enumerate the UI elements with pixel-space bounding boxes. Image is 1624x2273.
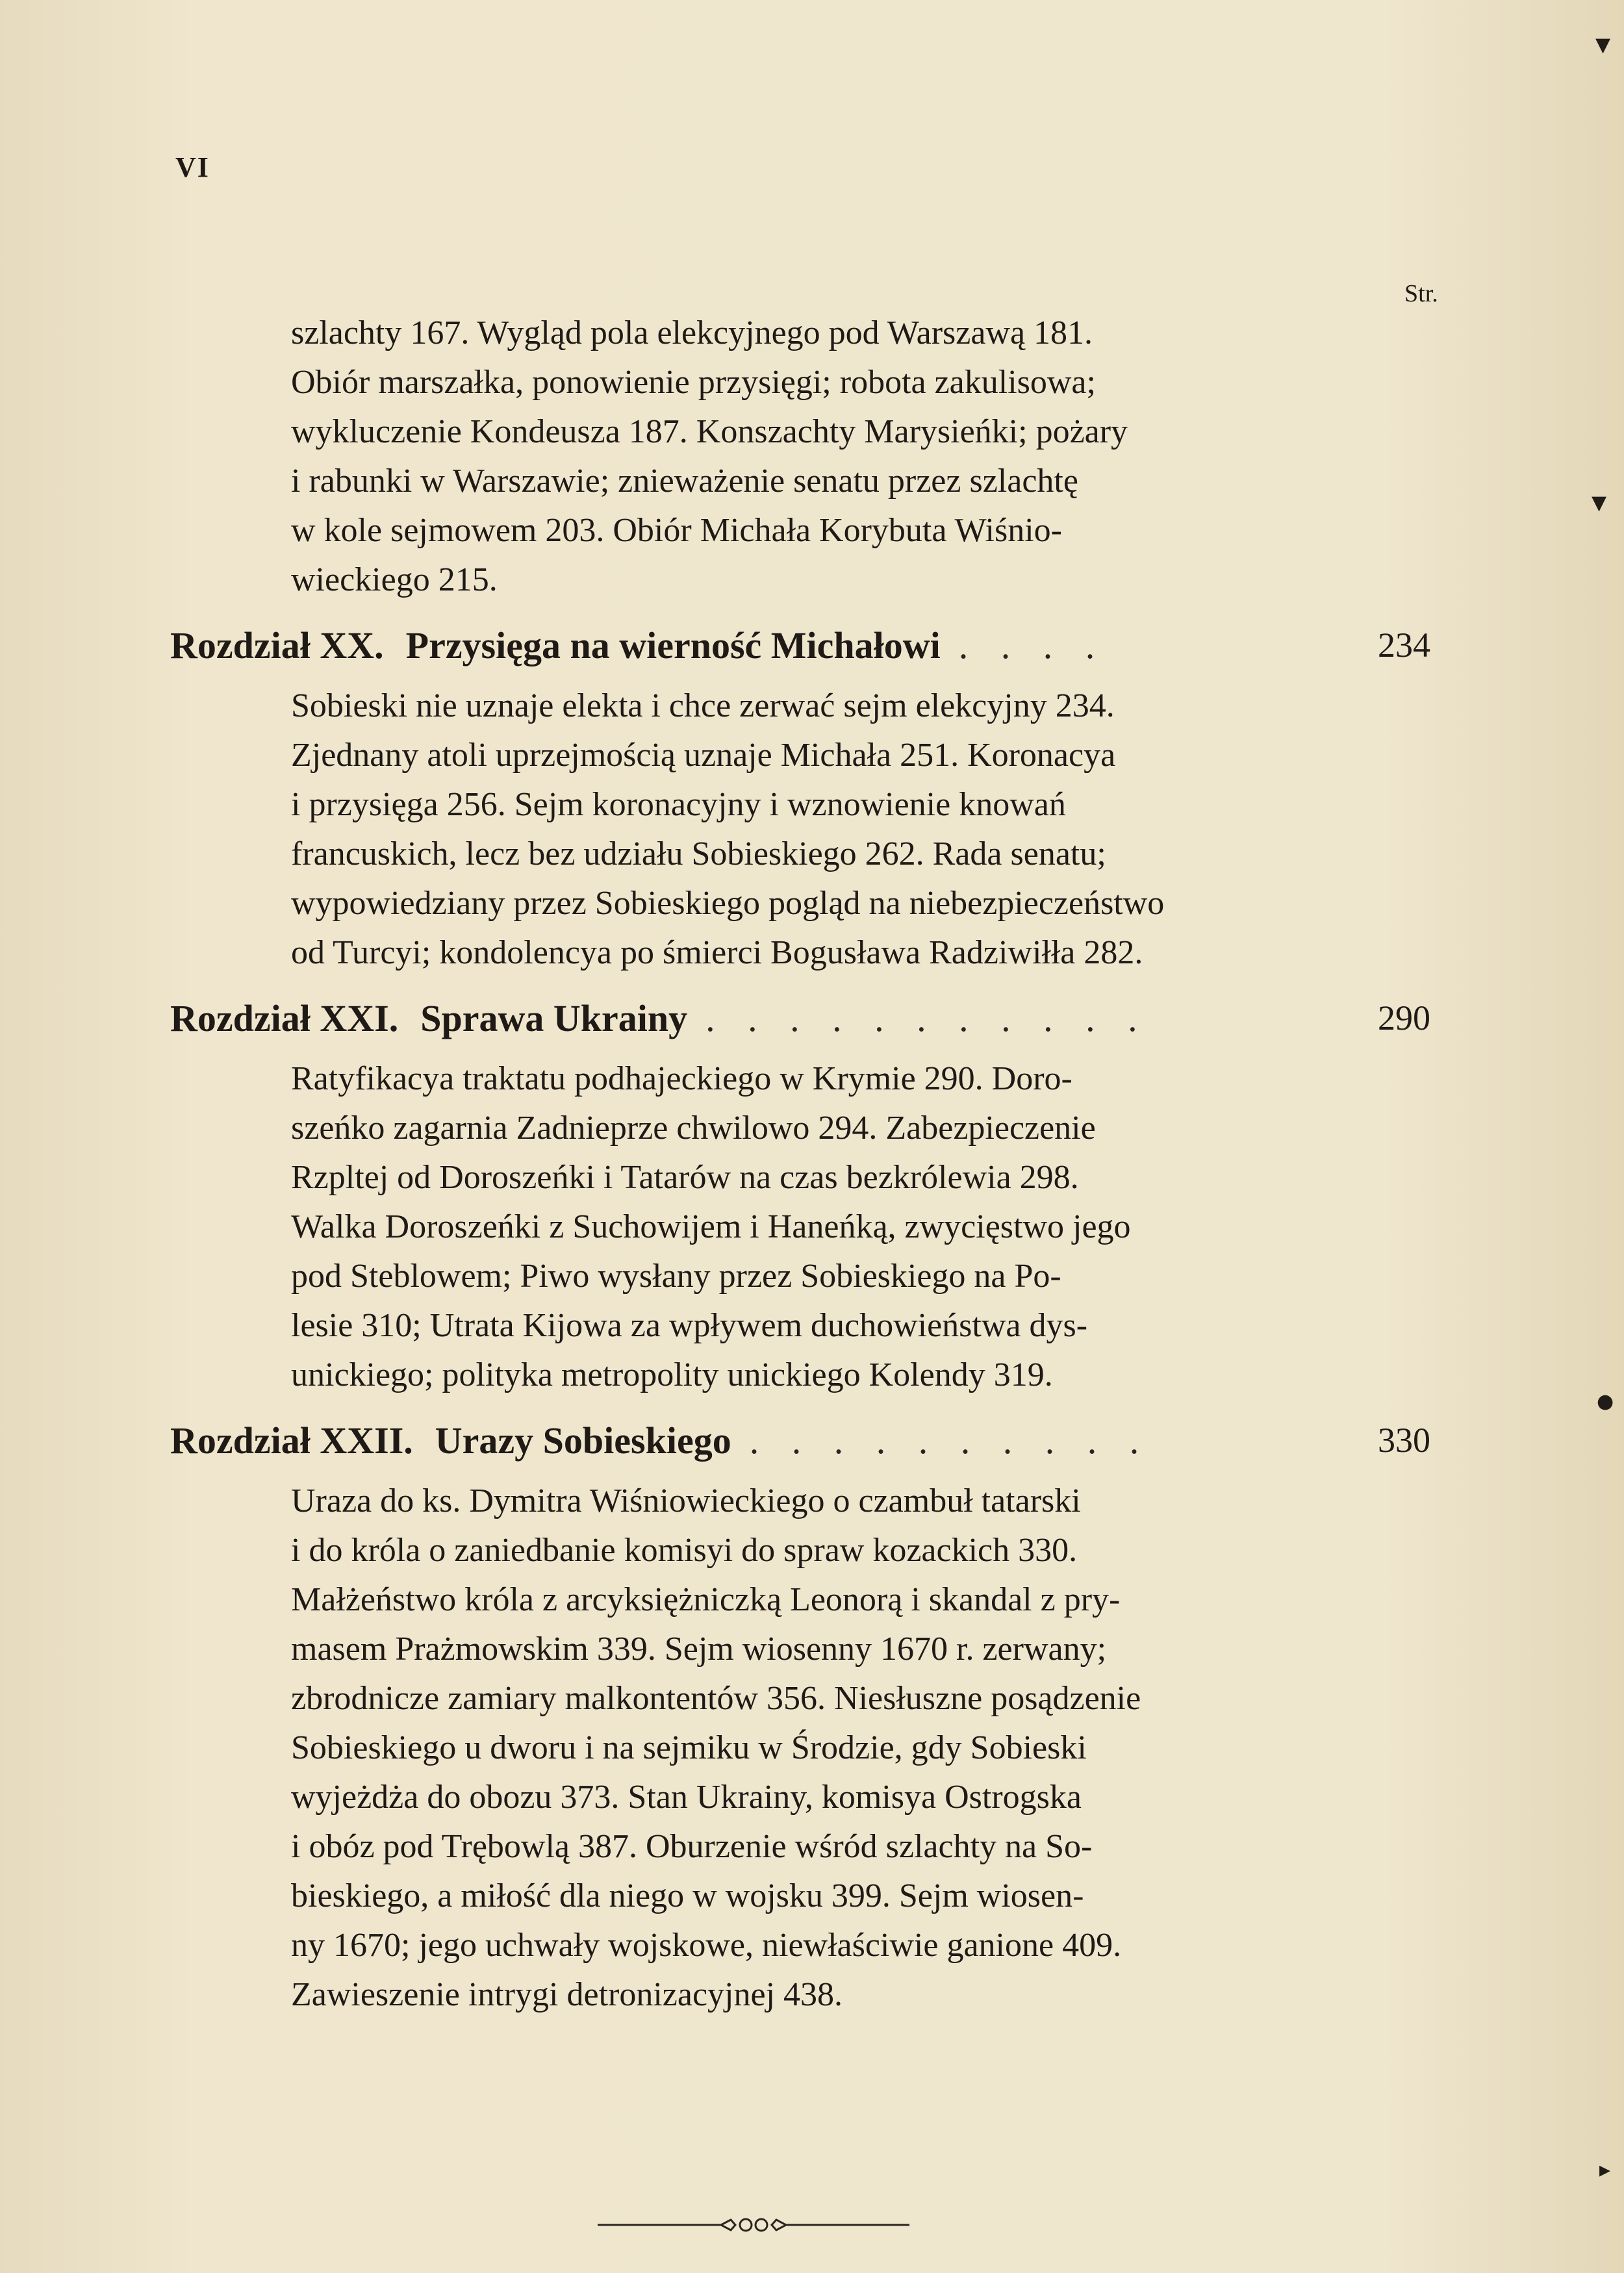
chapter-page-number: 234	[1378, 626, 1430, 665]
leader-dots: . . . .	[958, 624, 1107, 667]
leader-dots: . . . . . . . . . . .	[705, 997, 1149, 1039]
chapter-heading	[170, 609, 1430, 681]
intro-paragraph	[291, 309, 1347, 605]
leader-dots: . . . . . . . . . .	[749, 1419, 1151, 1462]
text-line: Obiór marszałka, ponowienie przysięgi; robota zakulisowa;	[291, 364, 1096, 401]
text-line: wieckiego 215.	[291, 561, 498, 598]
text-line: wykluczenie Kondeusza 187. Konszachty Marysieńki; pożary	[291, 413, 1128, 450]
chapter-summary	[291, 681, 1347, 978]
text-line: pod Steblowem; Piwo wysłany przez Sobieskiego na Po-	[291, 1258, 1061, 1295]
chapter-heading	[170, 982, 1430, 1054]
table-of-contents	[170, 309, 1430, 2024]
text-line: unickiego; polityka metropolity unickiego Kolendy 319.	[291, 1356, 1053, 1393]
text-line: szeńko zagarnia Zadnieprze chwilowo 294. Zabezpieczenie	[291, 1110, 1096, 1147]
chapter-summary	[291, 1477, 1347, 2020]
text-line: wyjeżdża do obozu 373. Stan Ukrainy, komisya Ostrogska	[291, 1779, 1082, 1816]
text-line: Zjednany atoli uprzejmością uznaje Michała 251. Koronacya	[291, 737, 1116, 774]
chapter-label: Rozdział XXI.	[170, 997, 399, 1039]
text-line: zbrodnicze zamiary malkontentów 356. Niesłuszne posądzenie	[291, 1680, 1141, 1717]
end-ornament	[598, 2212, 909, 2238]
text-line: i obóz pod Trębowlą 387. Oburzenie wśród szlachty na So-	[291, 1828, 1093, 1865]
text-line: bieskiego, a miłość dla niego w wojsku 399. Sejm wiosen-	[291, 1877, 1084, 1914]
chapter-label: Rozdział XX.	[170, 624, 384, 667]
text-line: Zawieszenie intrygi detronizacyjnej 438.	[291, 1976, 843, 2013]
text-line: w kole sejmowem 203. Obiór Michała Korybuta Wiśnio-	[291, 512, 1062, 549]
text-line: masem Prażmowskim 339. Sejm wiosenny 1670 r. zerwany;	[291, 1631, 1107, 1668]
text-line: i przysięga 256. Sejm koronacyjny i wznowienie knowań	[291, 786, 1066, 823]
text-line: lesie 310; Utrata Kijowa za wpływem duchowieństwa dys-	[291, 1307, 1088, 1344]
text-line: ny 1670; jego uchwały wojskowe, niewłaściwie ganione 409.	[291, 1927, 1122, 1964]
chapter-title: Sprawa Ukrainy	[420, 997, 688, 1039]
text-line: i do króla o zaniedbanie komisyi do spraw kozackich 330.	[291, 1532, 1078, 1569]
chapter-title: Urazy Sobieskiego	[435, 1419, 731, 1462]
chapter-label: Rozdział XXII.	[170, 1419, 413, 1462]
edge-mark: ▾	[1595, 26, 1611, 61]
text-line: francuskich, lecz bez udziału Sobieskiego 262. Rada senatu;	[291, 835, 1106, 872]
text-line: Rzpltej od Doroszeńki i Tatarów na czas bezkrólewia 298.	[291, 1159, 1079, 1196]
chapter-heading	[170, 1404, 1430, 1477]
text-line: Uraza do ks. Dymitra Wiśniowieckiego o czambuł tatarski	[291, 1482, 1081, 1519]
chapter-page-number: 290	[1378, 998, 1430, 1037]
text-line: Sobieskiego u dworu i na sejmiku w Środzie, gdy Sobieski	[291, 1729, 1087, 1766]
edge-mark: ▸	[1599, 2157, 1611, 2183]
text-line: Ratyfikacya traktatu podhajeckiego w Krymie 290. Doro-	[291, 1060, 1072, 1097]
text-line: Małżeństwo króla z arcyksiężniczką Leonorą i skandal z pry-	[291, 1581, 1121, 1618]
text-line: wypowiedziany przez Sobieskiego pogląd na niebezpieczeństwo	[291, 885, 1165, 922]
text-line: Walka Doroszeńki z Suchowijem i Haneńką, zwycięstwo jego	[291, 1208, 1131, 1245]
edge-mark: ▾	[1592, 484, 1607, 519]
chapter-summary	[291, 1054, 1347, 1400]
text-line: od Turcyi; kondolencya po śmierci Bogusława Radziwiłła 282.	[291, 934, 1143, 971]
text-line: Sobieski nie uznaje elekta i chce zerwać sejm elekcyjny 234.	[291, 687, 1115, 724]
chapter-title: Przysięga na wierność Michałowi	[405, 624, 941, 667]
chapter-page-number: 330	[1378, 1421, 1430, 1460]
page-number: VI	[175, 151, 210, 183]
edge-mark: ●	[1597, 1390, 1614, 1413]
text-line: szlachty 167. Wygląd pola elekcyjnego pod Warszawą 181.	[291, 314, 1093, 351]
page-column-label: Str.	[1404, 280, 1438, 307]
text-line: i rabunki w Warszawie; znieważenie senatu przez szlachtę	[291, 463, 1078, 500]
